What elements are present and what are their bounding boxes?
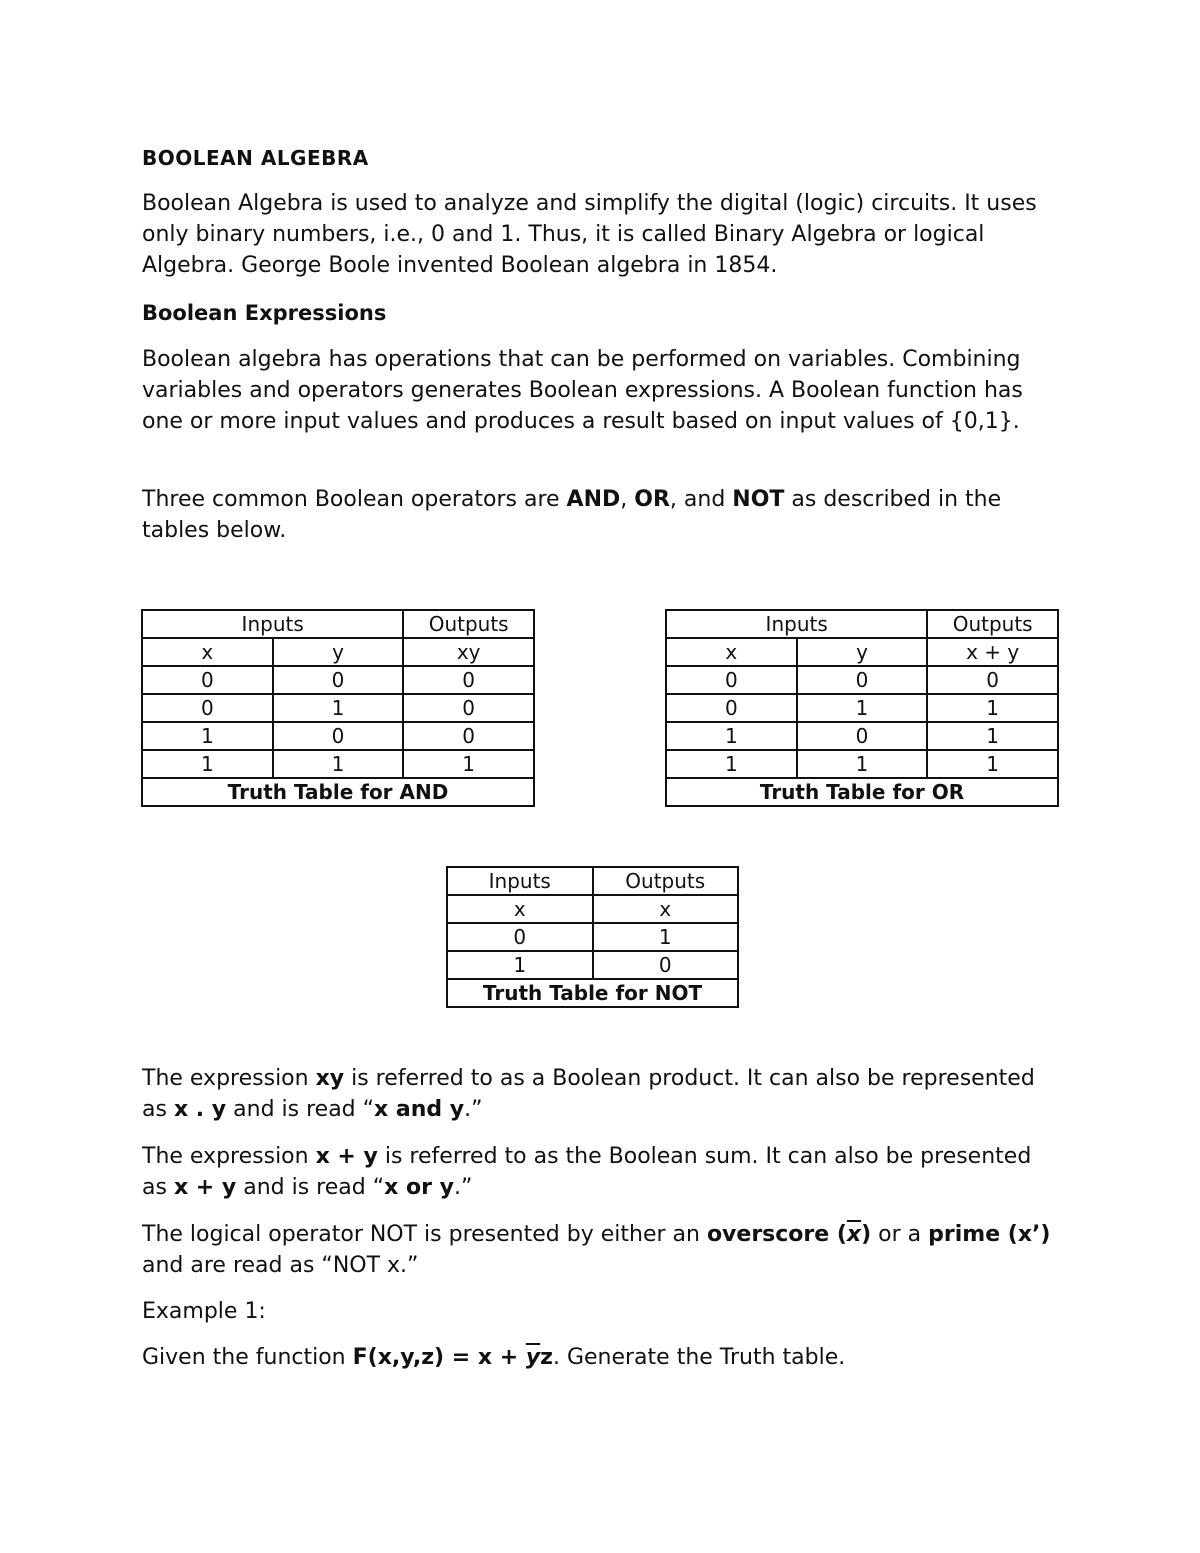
column-header: y: [273, 638, 404, 666]
table-row: [666, 694, 1058, 722]
column-header: x: [142, 638, 273, 666]
table-cell: 1: [927, 750, 1058, 778]
column-header: xy: [403, 638, 534, 666]
operators-text: Three common Boolean operators are: [142, 487, 567, 512]
expression: x or y: [384, 1175, 454, 1200]
table-row: [142, 750, 534, 778]
body-text: and is read “: [226, 1097, 375, 1122]
table-cell: 1: [273, 750, 404, 778]
table-row: [666, 722, 1058, 750]
body-text: Given the function: [142, 1345, 353, 1370]
inputs-header: Inputs: [447, 867, 593, 895]
operators-text: ,: [620, 487, 635, 512]
table-cell: 1: [447, 951, 593, 979]
operators-paragraph: [142, 484, 1062, 546]
table-cell: 1: [927, 694, 1058, 722]
table-cell: 0: [927, 666, 1058, 694]
table-cell: 0: [447, 923, 593, 951]
table-row: [666, 666, 1058, 694]
or-truth-table: [665, 609, 1059, 807]
body-text: is referred to as the Boolean sum. It can also be presented as: [142, 1144, 1032, 1200]
body-text: The logical operator NOT is presented by either an: [142, 1222, 707, 1247]
table-cell: 1: [403, 750, 534, 778]
table-row: [447, 923, 738, 951]
function-overscore-variable: $\overline{y}$: [525, 1345, 541, 1370]
table-cell: 0: [593, 951, 739, 979]
table-caption: Truth Table for NOT: [447, 979, 738, 1007]
inputs-header: Inputs: [666, 610, 927, 638]
table-cell: 1: [666, 750, 797, 778]
table-cell: 1: [593, 923, 739, 951]
operators-text: as described in the tables below.: [142, 487, 1002, 543]
page-heading: BOOLEAN ALGEBRA: [142, 146, 369, 170]
outputs-header: Outputs: [403, 610, 534, 638]
expression: xy: [315, 1066, 345, 1091]
body-text: .”: [453, 1175, 473, 1200]
table-cell: 0: [403, 694, 534, 722]
not-truth-table: [446, 866, 739, 1008]
table-cell: 0: [403, 722, 534, 750]
table-cell: 0: [666, 694, 797, 722]
outputs-header: Outputs: [593, 867, 739, 895]
table-cell: 1: [797, 694, 928, 722]
table-row: [142, 666, 534, 694]
body-text: and are read as “NOT x.”: [142, 1253, 419, 1278]
table-cell: 1: [142, 722, 273, 750]
product-paragraph: [142, 1063, 1062, 1125]
column-header: x: [593, 895, 739, 923]
expressions-paragraph: Boolean algebra has operations that can be performed on variables. Combining variables and operators generates Boolean expressions. A Boolean function has one or more input values and produces a result based on input values of {0,1}.: [142, 347, 1023, 434]
section-heading: Boolean Expressions: [142, 301, 387, 325]
table-cell: 0: [666, 666, 797, 694]
expression: x and y: [374, 1097, 465, 1122]
table-cell: 0: [797, 722, 928, 750]
table-cell: 1: [666, 722, 797, 750]
and-truth-table: [141, 609, 535, 807]
overscore-label: ): [861, 1222, 872, 1247]
table-cell: 0: [142, 694, 273, 722]
sum-paragraph: [142, 1141, 1062, 1203]
table-cell: 1: [273, 694, 404, 722]
function-expression: F(x,y,z) = x +: [352, 1345, 526, 1370]
outputs-header: Outputs: [927, 610, 1058, 638]
intro-paragraph: Boolean Algebra is used to analyze and simplify the digital (logic) circuits. It uses only binary numbers, i.e., 0 and 1. Thus, it is called Binary Algebra or logical Algebra. George Boole invented Boolean algebra in 1854.: [142, 191, 1037, 278]
not-paragraph: [142, 1219, 1062, 1281]
prime-label: prime (x’): [928, 1222, 1051, 1247]
table-cell: 0: [403, 666, 534, 694]
operators-text: , and: [669, 487, 733, 512]
table-row: [142, 722, 534, 750]
column-header: x + y: [927, 638, 1058, 666]
expression: x + y: [315, 1144, 378, 1169]
or-keyword: OR: [634, 487, 670, 512]
column-header: x: [666, 638, 797, 666]
column-header: y: [797, 638, 928, 666]
column-header: x: [447, 895, 593, 923]
function-expression: z: [540, 1345, 553, 1370]
example-label: Example 1:: [142, 1299, 266, 1324]
body-text: The expression: [142, 1144, 316, 1169]
table-cell: 1: [927, 722, 1058, 750]
table-row: [666, 750, 1058, 778]
overscore-symbol: $\overline{x}$: [846, 1222, 862, 1247]
table-caption: Truth Table for OR: [666, 778, 1058, 806]
expression: x + y: [173, 1175, 237, 1200]
overscore-label: overscore (: [706, 1222, 847, 1247]
inputs-header: Inputs: [142, 610, 403, 638]
body-text: and is read “: [236, 1175, 385, 1200]
body-text: . Generate the Truth table.: [552, 1345, 846, 1370]
expression: x . y: [173, 1097, 227, 1122]
table-row: [447, 951, 738, 979]
body-text: The expression: [142, 1066, 316, 1091]
example-paragraph: [142, 1342, 1062, 1373]
table-cell: 0: [142, 666, 273, 694]
not-keyword: NOT: [732, 487, 785, 512]
body-text: or a: [871, 1222, 929, 1247]
table-row: [142, 694, 534, 722]
table-cell: 1: [797, 750, 928, 778]
table-caption: Truth Table for AND: [142, 778, 534, 806]
table-cell: 0: [273, 666, 404, 694]
table-cell: 1: [142, 750, 273, 778]
body-text: .”: [464, 1097, 483, 1122]
and-keyword: AND: [566, 487, 621, 512]
table-cell: 0: [797, 666, 928, 694]
table-cell: 0: [273, 722, 404, 750]
body-text: is referred to as a Boolean product. It can also be represented as: [142, 1066, 1035, 1122]
